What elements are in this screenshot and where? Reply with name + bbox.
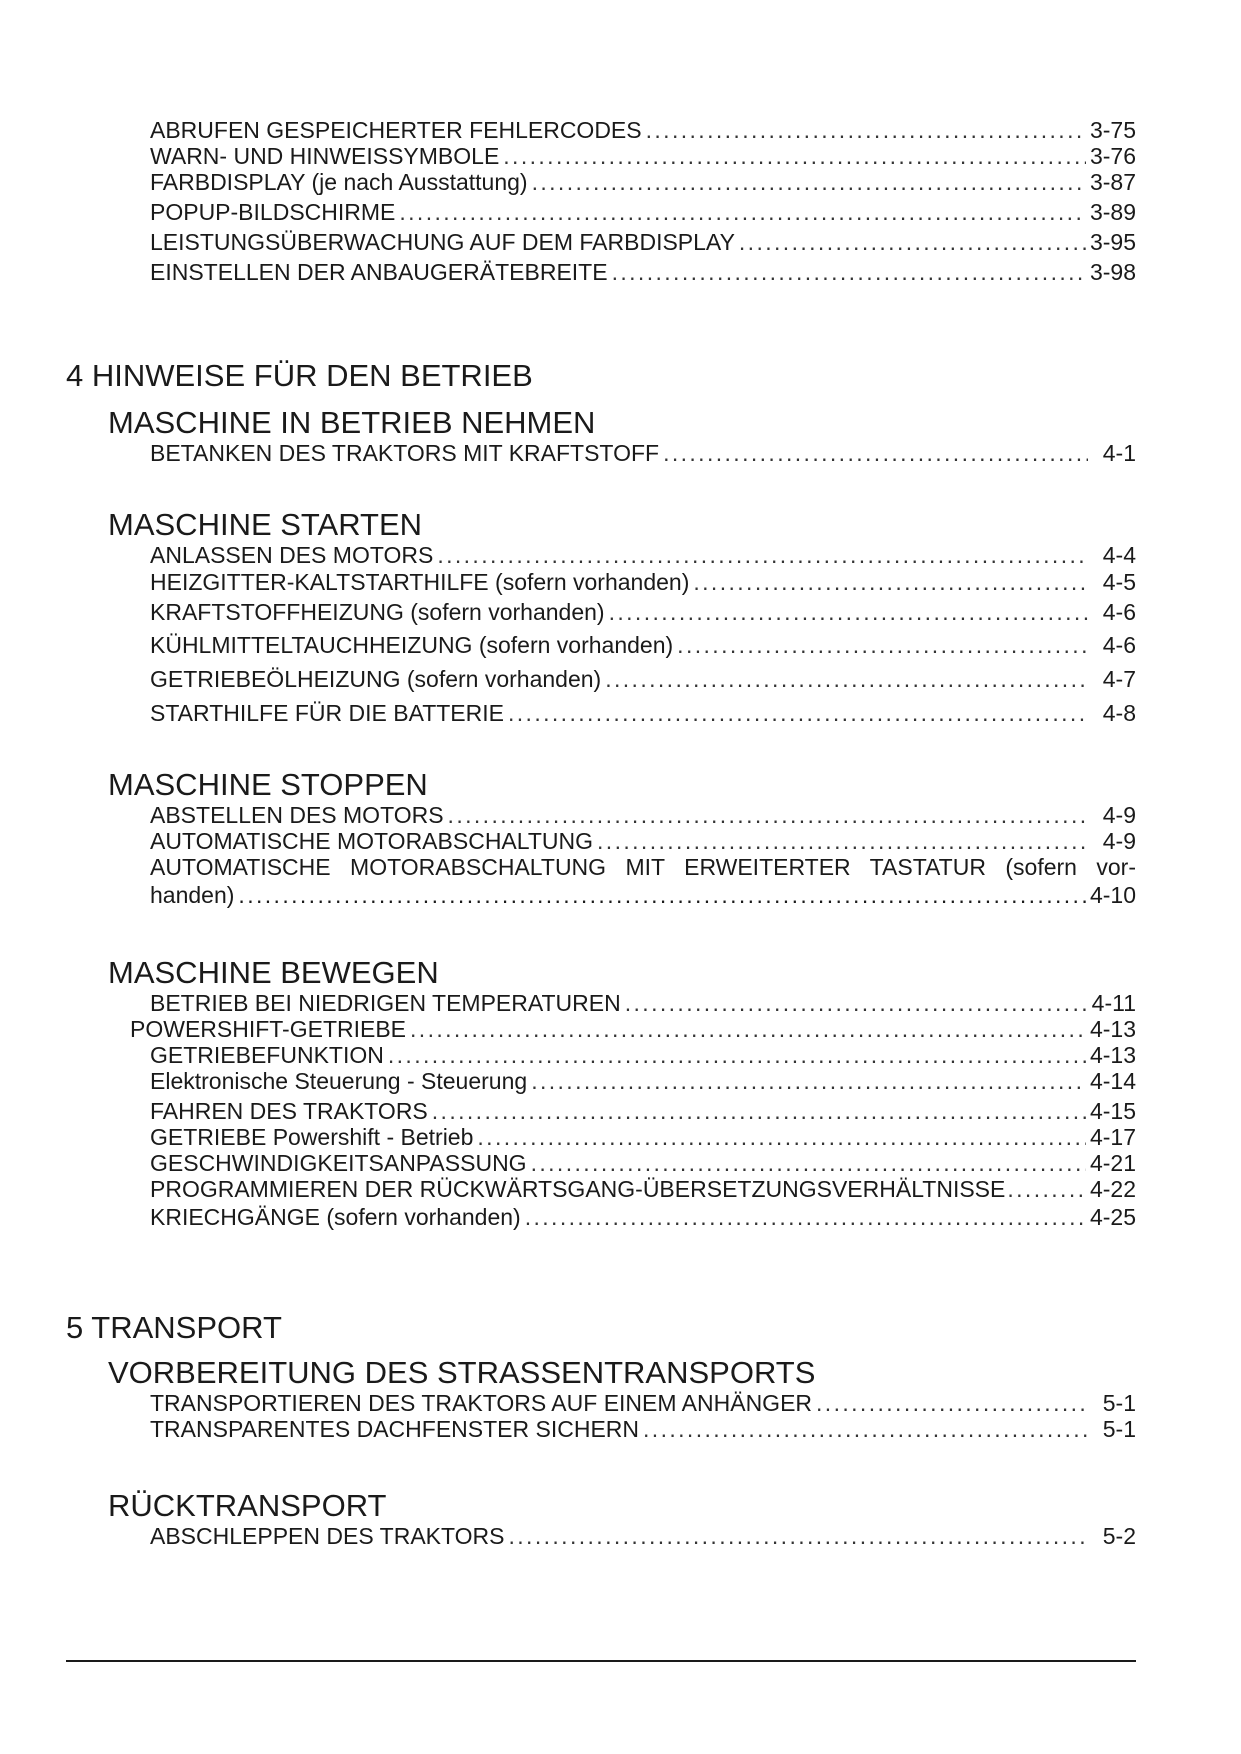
dot-leader (597, 828, 1088, 854)
toc-entry[interactable] (150, 632, 1136, 658)
dot-leader (477, 1124, 1086, 1150)
toc-entry[interactable] (150, 828, 1136, 854)
toc-entry-page: 4-13 (1089, 1042, 1136, 1068)
toc-entry-title: Elektronische Steuerung - Steuerung (150, 1068, 528, 1094)
section-heading: MASCHINE BEWEGEN (108, 955, 439, 990)
toc-entry[interactable] (150, 666, 1136, 692)
toc-entry-page: 4-6 (1102, 599, 1136, 625)
toc-entry-title-line2: handen) (150, 882, 235, 908)
toc-entry-page: 4-13 (1089, 1016, 1136, 1042)
dot-leader (410, 1016, 1086, 1042)
toc-entry[interactable] (150, 1204, 1136, 1230)
dot-leader (677, 632, 1088, 658)
toc-entry-title: FARBDISPLAY (je nach Ausstattung) (150, 169, 528, 195)
toc-entry[interactable] (150, 1042, 1136, 1068)
dot-leader (531, 1150, 1086, 1176)
toc-entry-title: ANLASSEN DES MOTORS (150, 542, 434, 568)
toc-entry[interactable] (150, 700, 1136, 726)
toc-entry-title: GESCHWINDIGKEITSANPASSUNG (150, 1150, 527, 1176)
toc-entry-title: POWERSHIFT-GETRIEBE (130, 1016, 407, 1042)
toc-entry-title: ABRUFEN GESPEICHERTER FEHLERCODES (150, 117, 642, 143)
dot-leader (531, 1068, 1086, 1094)
toc-entry-page: 4-6 (1102, 632, 1136, 658)
toc-entry-page: 3-95 (1089, 229, 1136, 255)
toc-entry-title: GETRIEBEFUNKTION (150, 1042, 384, 1068)
dot-leader (693, 569, 1088, 595)
section-heading: RÜCKTRANSPORT (108, 1488, 387, 1523)
dot-leader (663, 440, 1088, 466)
dot-leader (437, 542, 1088, 568)
toc-entry-title: TRANSPORTIEREN DES TRAKTORS AUF EINEM ANHÄNGER (150, 1390, 813, 1416)
toc-entry-title: EINSTELLEN DER ANBAUGERÄTEBREITE (150, 259, 608, 285)
toc-entry-line2 (150, 882, 1136, 908)
dot-leader (816, 1390, 1088, 1416)
toc-entry-page: 3-89 (1089, 199, 1136, 225)
toc-entry-page: 5-2 (1102, 1523, 1136, 1549)
footer-rule (66, 1660, 1136, 1662)
dot-leader (532, 169, 1086, 195)
chapter-heading: 5 TRANSPORT (66, 1310, 282, 1345)
section-heading: MASCHINE IN BETRIEB NEHMEN (108, 405, 596, 440)
toc-entry-page: 4-22 (1089, 1176, 1136, 1202)
toc-entry-title: LEISTUNGSÜBERWACHUNG AUF DEM FARBDISPLAY (150, 229, 735, 255)
toc-entry-page: 3-98 (1089, 259, 1136, 285)
toc-entry-page: 4-14 (1089, 1068, 1136, 1094)
toc-entry[interactable] (150, 990, 1136, 1016)
dot-leader (432, 1098, 1086, 1124)
toc-entry-title: TRANSPARENTES DACHFENSTER SICHERN (150, 1416, 640, 1442)
toc-entry-page: 3-87 (1089, 169, 1136, 195)
dot-leader (739, 229, 1086, 255)
dot-leader (609, 599, 1088, 625)
toc-entry-wrapped[interactable] (150, 854, 1136, 908)
dot-leader (643, 1416, 1088, 1442)
toc-entry-title-line1: AUTOMATISCHE MOTORABSCHALTUNG MIT ERWEITERTER TASTATUR (sofern vor- (150, 854, 1136, 880)
toc-entry[interactable] (150, 1098, 1136, 1124)
toc-entry[interactable] (150, 440, 1136, 466)
toc-entry-page: 4-15 (1089, 1098, 1136, 1124)
toc-entry-page: 5-1 (1102, 1416, 1136, 1442)
toc-entry[interactable] (150, 229, 1136, 255)
toc-entry-page: 4-11 (1091, 990, 1136, 1016)
toc-entry[interactable] (150, 169, 1136, 195)
dot-leader (238, 882, 1086, 908)
toc-entry-title: POPUP-BILDSCHIRME (150, 199, 396, 225)
dot-leader (399, 199, 1086, 225)
dot-leader (508, 1523, 1088, 1549)
toc-entry[interactable] (150, 1150, 1136, 1176)
toc-entry[interactable] (150, 1523, 1136, 1549)
toc-entry-page: 5-1 (1102, 1390, 1136, 1416)
dot-leader (625, 990, 1088, 1016)
chapter-heading: 4 HINWEISE FÜR DEN BETRIEB (66, 358, 533, 393)
toc-entry-page: 4-17 (1089, 1124, 1136, 1150)
toc-entry[interactable] (150, 1124, 1136, 1150)
toc-entry-title: HEIZGITTER-KALTSTARTHILFE (sofern vorhanden) (150, 569, 690, 595)
toc-entry-title: KRIECHGÄNGE (sofern vorhanden) (150, 1204, 521, 1230)
toc-entry[interactable] (150, 117, 1136, 143)
section-heading: MASCHINE STOPPEN (108, 767, 428, 802)
toc-entry[interactable] (150, 1416, 1136, 1442)
toc-entry-page: 3-75 (1089, 117, 1136, 143)
section-heading: VORBEREITUNG DES STRASSENTRANSPORTS (108, 1355, 816, 1390)
toc-entry-page: 4-10 (1089, 882, 1136, 908)
dot-leader (1007, 1176, 1088, 1202)
toc-entry-title: BETANKEN DES TRAKTORS MIT KRAFTSTOFF (150, 440, 660, 466)
toc-entry-title: KRAFTSTOFFHEIZUNG (sofern vorhanden) (150, 599, 605, 625)
toc-entry-title: KÜHLMITTELTAUCHHEIZUNG (sofern vorhanden) (150, 632, 674, 658)
toc-entry-page: 4-9 (1102, 828, 1136, 854)
toc-entry-title: STARTHILFE FÜR DIE BATTERIE (150, 700, 504, 726)
dot-leader (646, 117, 1086, 143)
toc-entry-title: AUTOMATISCHE MOTORABSCHALTUNG (150, 828, 594, 854)
toc-entry-title: GETRIEBEÖLHEIZUNG (sofern vorhanden) (150, 666, 602, 692)
dot-leader (503, 143, 1086, 169)
toc-entry-page: 4-25 (1089, 1204, 1136, 1230)
toc-entry-title: BETRIEB BEI NIEDRIGEN TEMPERATUREN (150, 990, 621, 1016)
dot-leader (605, 666, 1088, 692)
toc-entry-title: PROGRAMMIEREN DER RÜCKWÄRTSGANG-ÜBERSETZUNGSVERHÄLTNISSE (150, 1176, 1006, 1202)
toc-entry[interactable] (150, 143, 1136, 169)
dot-leader (388, 1042, 1086, 1068)
toc-entry[interactable] (150, 199, 1136, 225)
toc-entry-page: 4-8 (1102, 700, 1136, 726)
toc-entry[interactable] (150, 1390, 1136, 1416)
toc-entry[interactable] (150, 1176, 1136, 1202)
toc-entry[interactable] (150, 259, 1136, 285)
dot-leader (448, 802, 1088, 828)
toc-entry-title: ABSCHLEPPEN DES TRAKTORS (150, 1523, 505, 1549)
toc-entry[interactable] (150, 802, 1136, 828)
toc-entry[interactable] (150, 599, 1136, 625)
toc-entry[interactable] (130, 1016, 1136, 1042)
toc-entry-page: 3-76 (1089, 143, 1136, 169)
toc-entry-title: GETRIEBE Powershift - Betrieb (150, 1124, 474, 1150)
dot-leader (525, 1204, 1086, 1230)
toc-entry-page: 4-7 (1102, 666, 1136, 692)
toc-entry-page: 4-4 (1102, 542, 1136, 568)
toc-entry[interactable] (150, 542, 1136, 568)
toc-entry[interactable] (150, 569, 1136, 595)
dot-leader (612, 259, 1086, 285)
toc-entry-title: FAHREN DES TRAKTORS (150, 1098, 428, 1124)
toc-entry[interactable] (150, 1068, 1136, 1094)
toc-entry-page: 4-1 (1102, 440, 1136, 466)
toc-entry-title: WARN- UND HINWEISSYMBOLE (150, 143, 500, 169)
toc-entry-page: 4-9 (1102, 802, 1136, 828)
section-heading: MASCHINE STARTEN (108, 507, 423, 542)
toc-entry-title: ABSTELLEN DES MOTORS (150, 802, 444, 828)
toc-entry-page: 4-5 (1102, 569, 1136, 595)
toc-entry-page: 4-21 (1089, 1150, 1136, 1176)
dot-leader (508, 700, 1088, 726)
